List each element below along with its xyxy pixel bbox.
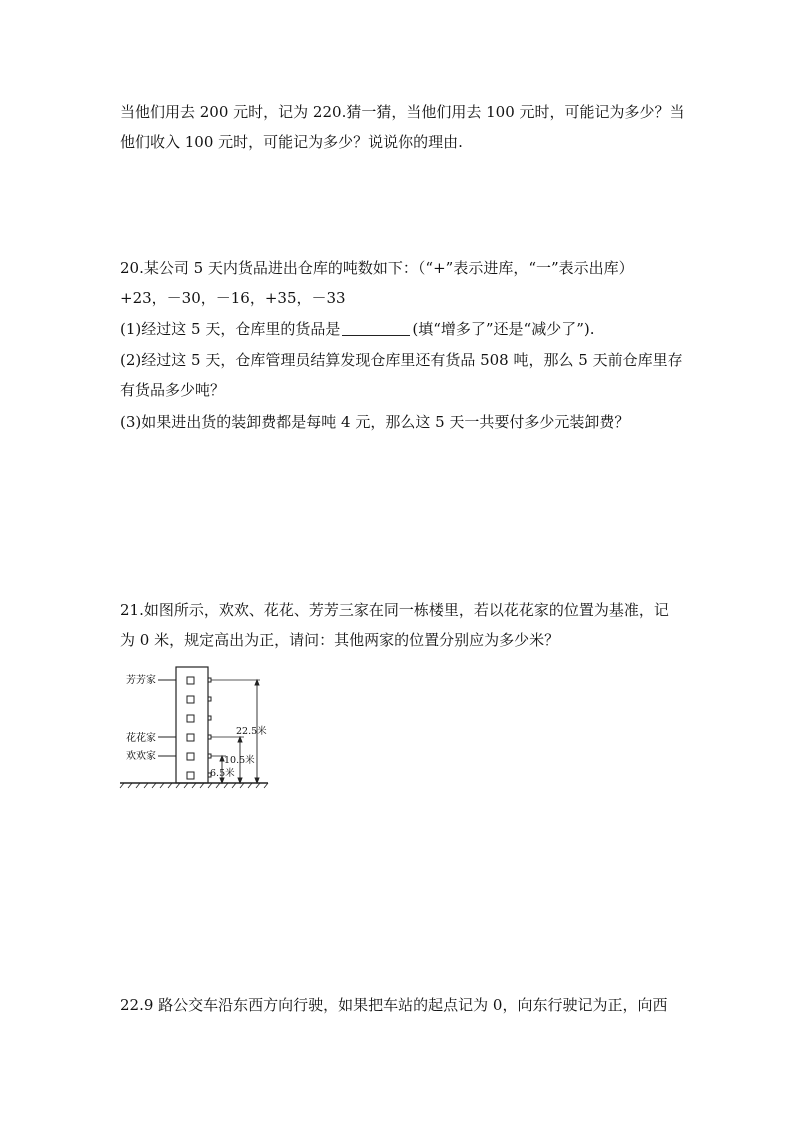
label-fangfang: 芳芳家 [126, 675, 156, 686]
q20-title: 20.某公司 5 天内货品进出仓库的吨数如下：（“+”表示进库，“一”表示出库） [120, 259, 634, 277]
q20-part1-after: (填“增多了”还是“减少了”). [412, 320, 595, 338]
label-huahua: 花花家 [126, 733, 156, 744]
window [187, 715, 194, 722]
window [187, 734, 194, 741]
q20-part2-line2: 有货品多少吨？ [120, 381, 226, 399]
ground-hatching [120, 783, 268, 788]
q20-part1-before: (1)经过这 5 天，仓库里的货品是 [120, 320, 341, 338]
measure-6-5: 6.5米 [210, 768, 235, 779]
window [187, 677, 194, 684]
q20-part1 [120, 319, 595, 339]
window [187, 772, 194, 779]
building-figure [118, 665, 270, 789]
q20-data: +23，－30，－16，+35，－33 [120, 289, 346, 307]
measure-22-5: 22.5米 [236, 726, 267, 737]
label-huanhuan: 欢欢家 [126, 751, 156, 762]
window [187, 696, 194, 703]
q20-part3: (3)如果进出货的装卸费都是每吨 4 元，那么这 5 天一共要付多少元装卸费？ [120, 413, 630, 431]
q21-line1: 21.如图所示，欢欢、花花、芳芳三家在同一栋楼里，若以花花家的位置为基准，记 [120, 601, 669, 619]
answer-blank[interactable] [342, 320, 410, 336]
q21-line2: 为 0 米，规定高出为正，请问：其他两家的位置分别应为多少米？ [120, 631, 560, 649]
q20-part2-line1: (2)经过这 5 天，仓库管理员结算发现仓库里还有货品 508 吨，那么 5 天前仓库里存 [120, 351, 683, 369]
measure-10-5: 10.5米 [224, 755, 255, 766]
windows [187, 677, 194, 779]
q22-line1: 22.9 路公交车沿东西方向行驶，如果把车站的起点记为 0，向东行驶记为正，向西 [120, 996, 668, 1014]
window [187, 753, 194, 760]
intro-line-2: 他们收入 100 元时，可能记为多少？说说你的理由. [120, 133, 463, 151]
intro-line-1: 当他们用去 200 元时，记为 220.猜一猜，当他们用去 100 元时，可能记为多少？当 [120, 103, 685, 121]
